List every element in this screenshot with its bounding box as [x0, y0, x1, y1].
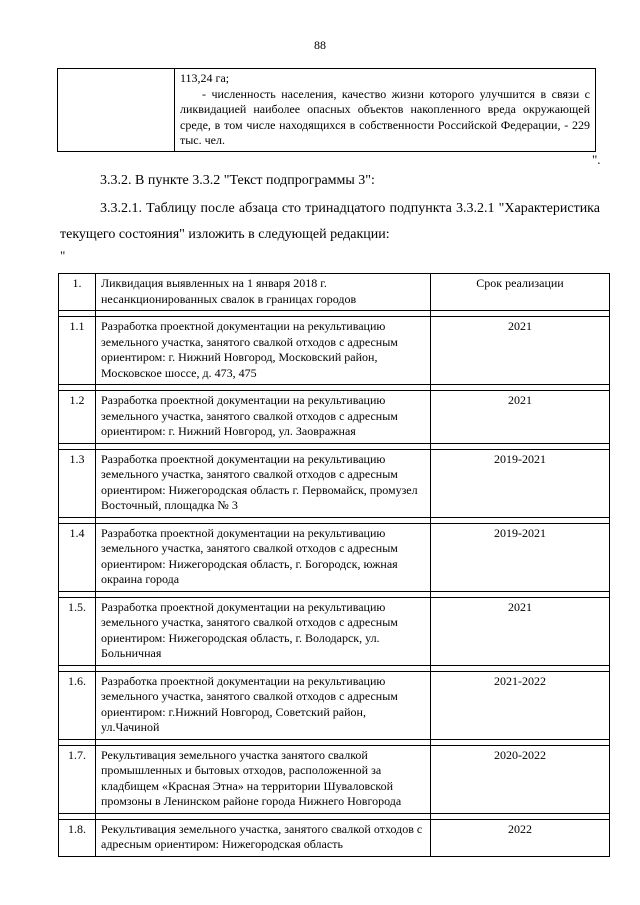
- indicator-text-cell: [175, 69, 596, 152]
- row-num: 1.4: [59, 523, 96, 591]
- row-text: Разработка проектной документации на рекультивацию земельного участка, занятого свалкой отходов с адресным ориентиром: г.Нижний Новгород, Советский район, ул.Чачиной: [96, 671, 431, 739]
- row-num: 1.5.: [59, 597, 96, 665]
- row-text: Рекультивация земельного участка, занятого свалкой отходов с адресным ориентиром: Нижегородская область: [96, 819, 431, 856]
- header-title: Ликвидация выявленных на 1 января 2018 г. несанкционированных свалок в границах городов: [96, 274, 431, 311]
- paragraph-3-3-2-1: 3.3.2.1. Таблицу после абзаца сто тринадцатого подпункта 3.3.2.1 "Характеристика текущего состояния" изложить в следующей редакции:: [60, 201, 600, 242]
- row-term: 2021: [431, 317, 610, 385]
- row-term: 2019-2021: [431, 449, 610, 517]
- table-header-row: [59, 274, 610, 311]
- opening-quote: ": [60, 248, 66, 263]
- table-row: [59, 449, 610, 517]
- row-num: 1.2: [59, 391, 96, 444]
- table-row: [59, 317, 610, 385]
- row-num: 1.7.: [59, 745, 96, 813]
- paragraph-3-3-2: 3.3.2. В пункте 3.3.2 "Текст подпрограммы 3":: [100, 173, 375, 188]
- row-text: Разработка проектной документации на рекультивацию земельного участка, занятого свалкой отходов с адресным ориентиром: г. Нижний Новгород, Московский район, Московское шоссе, д. 473, 475: [96, 317, 431, 385]
- landfill-table: [58, 273, 610, 857]
- table-row: [59, 523, 610, 591]
- row-text: Разработка проектной документации на рекультивацию земельного участка, занятого свалкой отходов с адресным ориентиром: Нижегородская область, г. Володарск, ул. Больничная: [96, 597, 431, 665]
- indicator-line-2: - численность населения, качество жизни которого улучшится в связи с ликвидацией наиболее опасных объектов накопленного вреда окружающей среде, в том числе находящихся в собственности Российской Федерации, - 229 тыс. чел.: [180, 86, 590, 147]
- page-number: 88: [314, 38, 326, 52]
- table-row: [59, 597, 610, 665]
- row-term: 2021: [431, 597, 610, 665]
- empty-cell: [58, 69, 175, 152]
- table-row: [59, 671, 610, 739]
- header-num: 1.: [59, 274, 96, 311]
- row-text: Разработка проектной документации на рекультивацию земельного участка, занятого свалкой отходов с адресным ориентиром: Нижегородская область г. Первомайск, промузел Восточный, площадка № 3: [96, 449, 431, 517]
- closing-quote: ".: [592, 152, 601, 167]
- indicator-line-1: 113,24 га;: [180, 71, 230, 85]
- row-text: Разработка проектной документации на рекультивацию земельного участка, занятого свалкой отходов с адресным ориентиром: Нижегородская область, г. Богородск, южная окраина города: [96, 523, 431, 591]
- row-term: 2021: [431, 391, 610, 444]
- row-num: 1.1: [59, 317, 96, 385]
- row-num: 1.3: [59, 449, 96, 517]
- continuation-table: [57, 68, 596, 152]
- row-text: Разработка проектной документации на рекультивацию земельного участка, занятого свалкой отходов с адресным ориентиром: г. Нижний Новгород, ул. Заовражная: [96, 391, 431, 444]
- table-row: [59, 819, 610, 856]
- row-text: Рекультивация земельного участка занятого свалкой промышленных и бытовых отходов, расположенной за кладбищем «Красная Этна» на территории Шуваловской промзоны в Ленинском районе города Нижнего Новгорода: [96, 745, 431, 813]
- table-row: [59, 391, 610, 444]
- table-row: [59, 745, 610, 813]
- header-term: Срок реализации: [431, 274, 610, 311]
- row-num: 1.8.: [59, 819, 96, 856]
- row-term: 2020-2022: [431, 745, 610, 813]
- row-term: 2022: [431, 819, 610, 856]
- row-num: 1.6.: [59, 671, 96, 739]
- row-term: 2021-2022: [431, 671, 610, 739]
- row-term: 2019-2021: [431, 523, 610, 591]
